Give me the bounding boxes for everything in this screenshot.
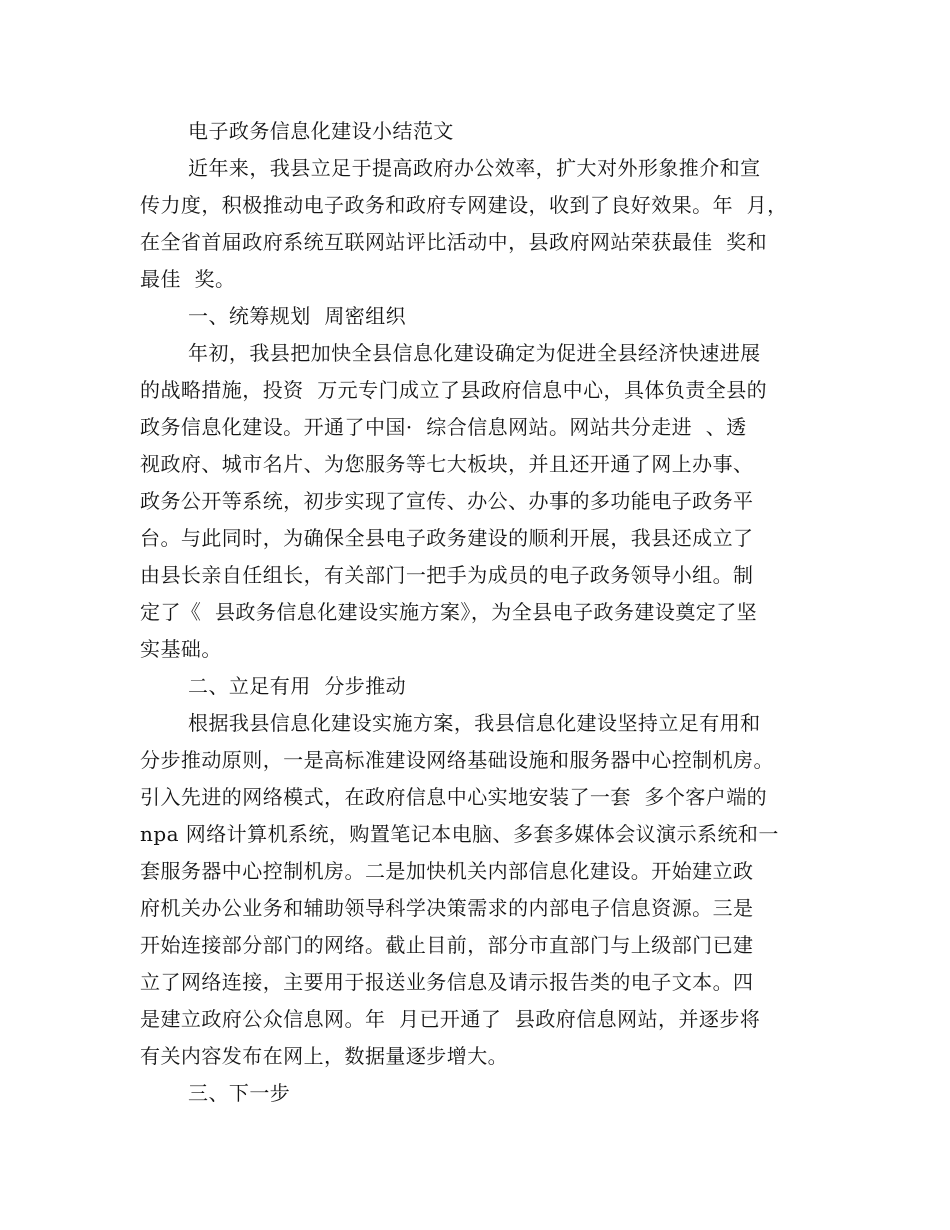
document-title: 电子政务信息化建设小结范文 [188,119,454,143]
section2-line: 府机关办公业务和辅助领导科学决策需求的内部电子信息资源。三是 [140,896,754,920]
intro-line: 在全省首届政府系统互联网站评比活动中，县政府网站荣获最佳 奖和 [140,230,768,254]
section1-line: 的战略措施，投资 万元专门成立了县政府信息中心，具体负责全县的 [140,378,768,402]
section-heading-3: 三、下一步 [188,1081,291,1105]
section2-line: 套服务器中心控制机房。二是加快机关内部信息化建设。开始建立政 [140,859,754,883]
section1-line: 由县长亲自任组长，有关部门一把手为成员的电子政务领导小组。制 [140,563,754,587]
section2-line: 立了网络连接，主要用于报送业务信息及请示报告类的电子文本。四 [140,970,754,994]
section1-line: 台。与此同时，为确保全县电子政务建设的顺利开展，我县还成立了 [140,526,754,550]
section-heading-2: 二、立足有用 分步推动 [188,674,407,698]
section1-line: 定了《 县政务信息化建设实施方案》，为全县电子政务建设奠定了坚 [140,600,758,624]
section2-line: 有关内容发布在网上，数据量逐步增大。 [140,1044,509,1068]
section2-line: 分步推动原则，一是高标准建设网络基础设施和服务器中心控制机房。 [140,748,774,772]
section2-line: 是建立政府公众信息网。年 月已开通了 县政府信息网站，并逐步将 [140,1007,761,1031]
section1-line: 政务信息化建设。开通了中国· 综合信息网站。网站共分走进 、透 [140,415,747,439]
section2-line: 根据我县信息化建设实施方案，我县信息化建设坚持立足有用和 [188,711,761,735]
section2-line: 开始连接部分部门的网络。截止目前，部分市直部门与上级部门已建 [140,933,754,957]
intro-line: 最佳 奖。 [140,267,236,291]
intro-line: 近年来，我县立足于提高政府办公效率，扩大对外形象推介和宣 [188,156,761,180]
section2-line: npa 网络计算机系统，购置笔记本电脑、多套多媒体会议演示系统和一 [140,822,779,846]
section1-line: 政务公开等系统，初步实现了宣传、办公、办事的多功能电子政务平 [140,489,754,513]
section2-line: 引入先进的网络模式，在政府信息中心实地安装了一套 多个客户端的 [140,785,768,809]
section1-line: 视政府、城市名片、为您服务等七大板块，并且还开通了网上办事、 [140,452,754,476]
document-body [140,113,822,1112]
section1-line: 年初，我县把加快全县信息化建设确定为促进全县经济快速进展 [188,341,761,365]
intro-line: 传力度，积极推动电子政务和政府专网建设，收到了良好效果。年 月， [140,193,788,217]
section1-line: 实基础。 [140,637,222,661]
section-heading-1: 一、统筹规划 周密组织 [188,304,407,328]
